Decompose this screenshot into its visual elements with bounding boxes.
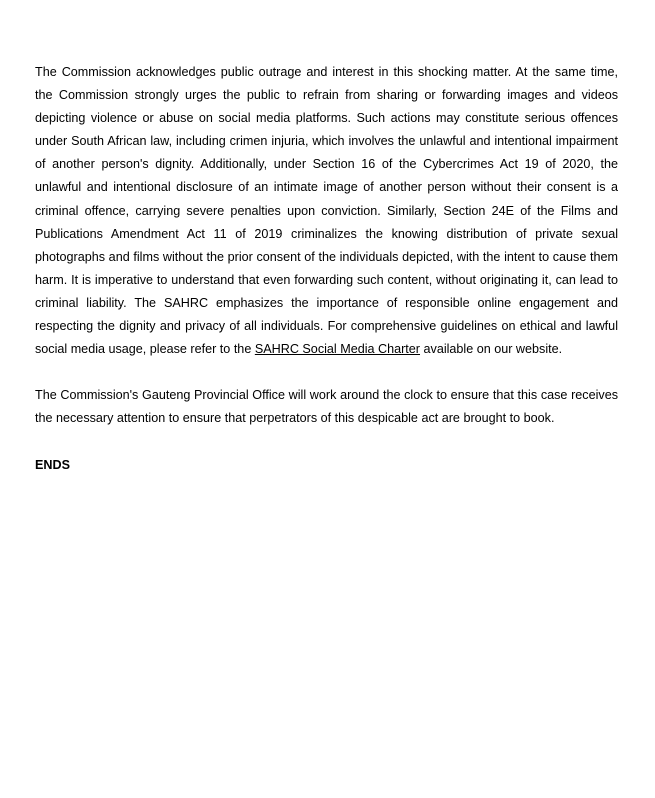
paragraph-1-text: The Commission acknowledges public outrage and interest in this shocking matter. At the same time, the Commission strongly urges the public to refrain from sharing or forwarding images and videos depicting violence or abuse on social media platforms. Such actions may constitute serious offences under South African law, including crimen injuria, which involves the unlawful and intentional impairment of another person's dignity. Additionally, under Section 16 of the Cybercrimes Act 19 of 2020, the unlawful and intentional disclosure of an intimate image of another person without their consent is a criminal offence, carrying severe penalties upon conviction. Similarly, Section 24E of the Films and Publications Amendment Act 11 of 2019 criminalizes the knowing distribution of private sexual photographs and films without the prior consent of the individuals depicted, with the intent to cause them harm. It is imperative to understand that even forwarding such content, without originating it, can lead to criminal liability. The SAHRC emphasizes the importance of responsible online engagement and respecting the dignity and privacy of all individuals. For comprehensive guidelines on ethical and lawful social media usage, please refer to the [35, 65, 618, 357]
ends-marker: ENDS [35, 457, 70, 472]
paragraph-1-tail: available on our website. [420, 342, 563, 357]
paragraph-gauteng-office: The Commission's Gauteng Provincial Office will work around the clock to ensure that this case receives the necessary attention to ensure that perpetrators of this despicable act are brought to book. [35, 388, 618, 426]
document-body [35, 61, 618, 477]
social-media-charter-link[interactable]: SAHRC Social Media Charter [254, 342, 421, 357]
paragraph-cybercrimes-warning [35, 61, 618, 361]
